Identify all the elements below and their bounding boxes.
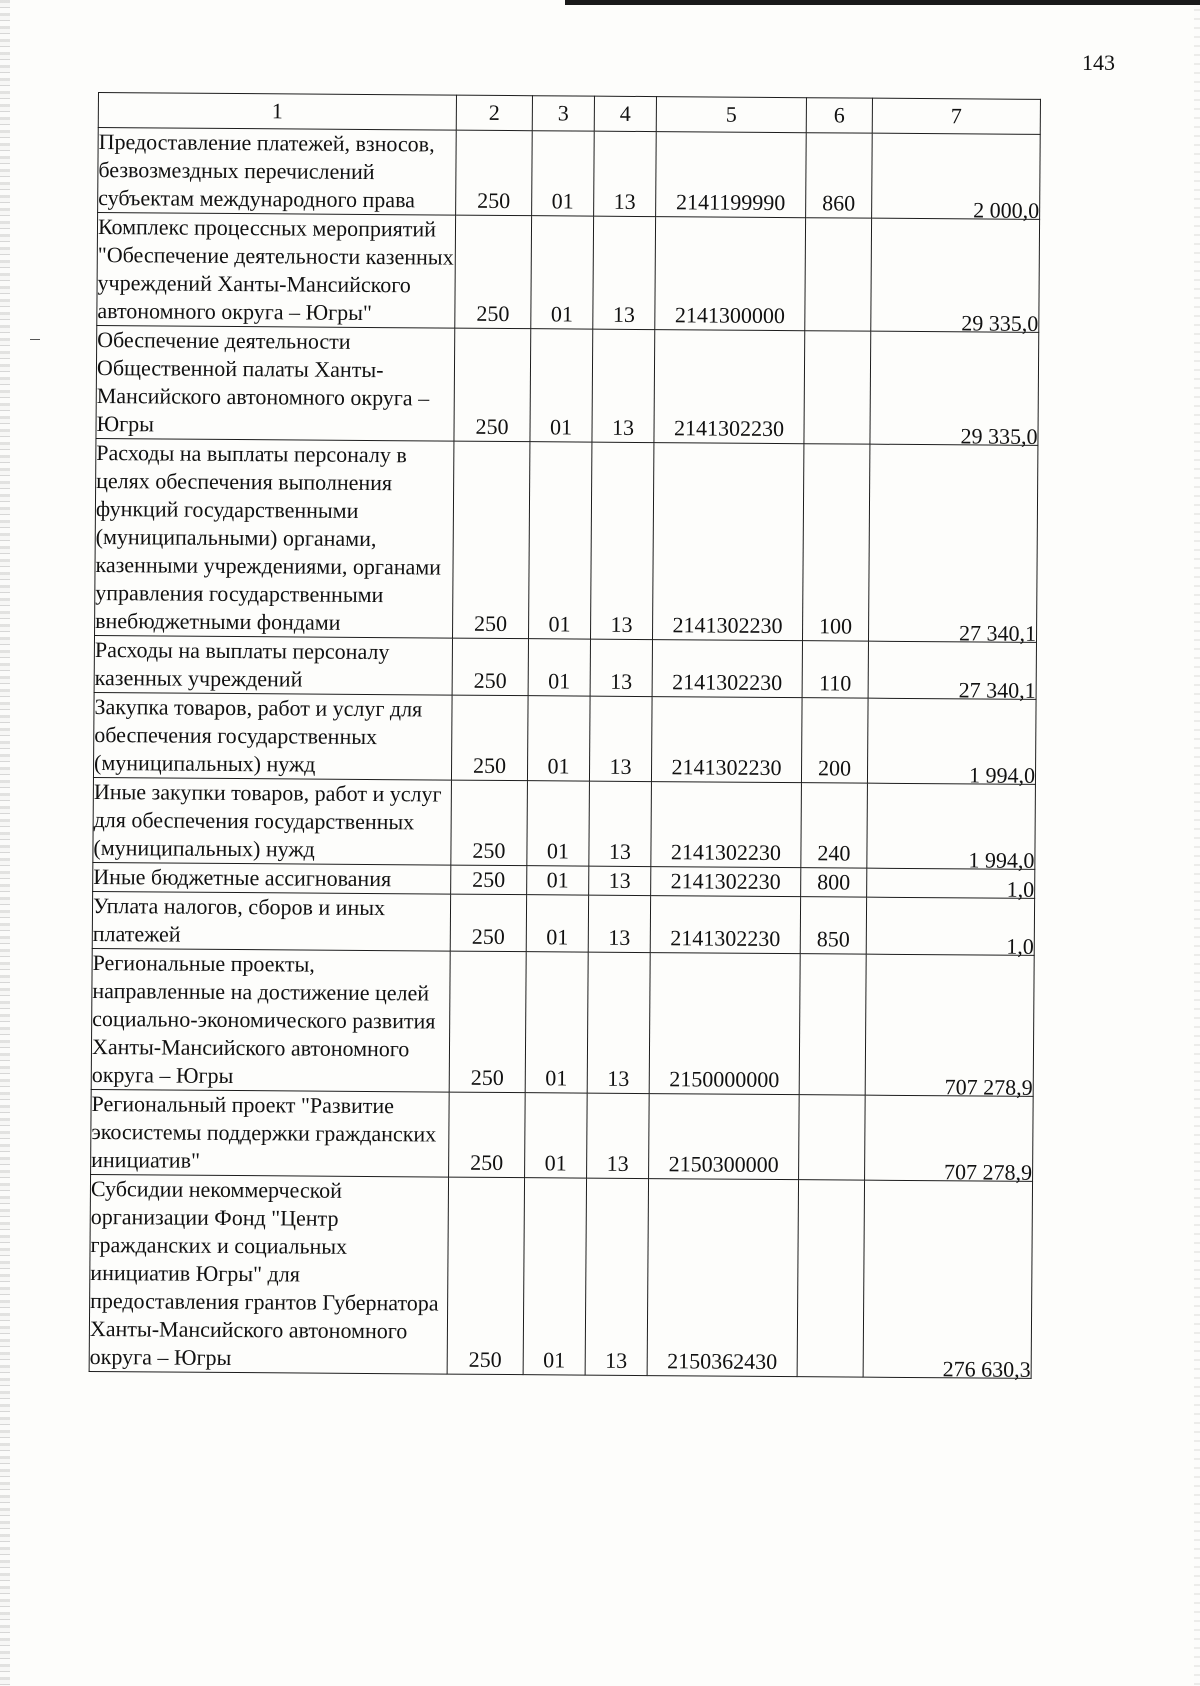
page-number: 143: [1082, 50, 1115, 75]
row-name: Предоставление платежей, взносов, безвозмездных перечислений субъектам международного права: [98, 128, 457, 216]
row-admin-code: 250: [453, 441, 530, 639]
table-row: [97, 213, 1040, 333]
row-amount: 707 278,9: [865, 1101, 1034, 1187]
row-subsection: 13: [587, 952, 650, 1093]
row-section: 01: [527, 696, 590, 781]
row-subsection: 13: [589, 866, 651, 895]
row-admin-code: 250: [455, 215, 532, 329]
table-row: [93, 777, 1036, 869]
row-section: 01: [532, 131, 595, 216]
row-subsection: 13: [589, 781, 652, 866]
row-section: 01: [529, 442, 592, 639]
row-name: Закупка товаров, работ и услуг для обеспечения государственных (муниципальных) нужд: [93, 692, 452, 780]
row-subsection: 13: [594, 131, 657, 216]
row-subsection: 13: [588, 895, 650, 952]
row-target-code: 2141302230: [652, 640, 802, 698]
row-section: 01: [528, 639, 590, 696]
row-subsection: 13: [592, 329, 655, 442]
row-target-code: 2150362430: [647, 1179, 798, 1377]
row-name: Расходы на выплаты персоналу в целях обеспечения выполнения функций государственными (муниципальными) органами, казенными учреждениями, органами управления государственными внебюджетными фондами: [95, 438, 454, 638]
row-amount: 276 630,3: [863, 1186, 1032, 1384]
scan-left-edge: [0, 0, 10, 1686]
row-expense-type: 100: [802, 444, 869, 641]
row-amount: 1 994,0: [867, 704, 1036, 790]
row-expense-type: [797, 1180, 864, 1377]
table-row: [98, 128, 1041, 220]
row-subsection: 13: [593, 216, 656, 329]
row-expense-type: 850: [800, 897, 866, 954]
header-cell-7: 7: [872, 98, 1040, 134]
row-section: 01: [527, 866, 589, 895]
row-target-code: 2141199990: [656, 132, 807, 218]
table-row: [91, 948, 1034, 1096]
row-target-code: 2141302230: [654, 330, 805, 444]
row-amount: 27 340,1: [868, 450, 1037, 648]
row-amount: 1,0: [867, 874, 1035, 904]
row-expense-type: [799, 954, 866, 1095]
row-target-code: 2150300000: [649, 1094, 800, 1180]
header-cell-6: 6: [806, 98, 872, 133]
row-admin-code: 250: [451, 780, 528, 866]
row-name: Иные закупки товаров, работ и услуг для обеспечения государственных (муниципальных) нужд: [93, 777, 452, 865]
row-admin-code: 250: [454, 328, 531, 442]
row-name: Комплекс процессных мероприятий "Обеспечение деятельности казенных учреждений Ханты-Мансийского автономного округа – Югры": [97, 213, 456, 329]
row-admin-code: 250: [451, 865, 527, 895]
row-section: 01: [531, 216, 594, 329]
row-subsection: 13: [591, 442, 654, 639]
row-admin-code: 250: [449, 951, 526, 1093]
row-subsection: 13: [587, 1093, 650, 1178]
table-row: [95, 438, 1038, 642]
row-expense-type: 860: [806, 133, 873, 218]
row-name: Иные бюджетные ассигнования: [93, 862, 451, 894]
header-cell-4: 4: [594, 96, 656, 131]
budget-table: [89, 92, 1041, 1382]
row-target-code: 2141302230: [650, 896, 800, 954]
row-name: Субсидии некоммерческой организации Фонд "Центр гражданских и социальных инициатив Югры" для предоставления грантов Губернатора Ханты-Мансийского автономного округа – Югры: [89, 1174, 448, 1374]
row-amount: 27 340,1: [868, 647, 1036, 705]
row-amount: 2 000,0: [872, 139, 1041, 225]
row-section: 01: [527, 781, 590, 866]
table-row: [89, 1174, 1032, 1378]
row-section: 01: [525, 952, 588, 1093]
row-subsection: 13: [590, 639, 652, 696]
row-admin-code: 250: [456, 130, 533, 216]
table-row: [91, 1089, 1034, 1181]
table-row: [93, 692, 1036, 784]
row-name: Региональный проект "Развитие экосистемы поддержки гражданских инициатив": [91, 1089, 450, 1177]
row-target-code: 2141302230: [651, 867, 801, 897]
row-target-code: 2150000000: [649, 953, 800, 1095]
row-name: Уплата налогов, сборов и иных платежей: [92, 891, 450, 951]
row-expense-type: 800: [801, 868, 867, 897]
row-expense-type: 110: [802, 641, 868, 698]
row-admin-code: 250: [450, 894, 526, 952]
row-section: 01: [525, 1093, 588, 1178]
header-cell-2: 2: [456, 95, 532, 131]
row-expense-type: 200: [801, 698, 868, 783]
row-amount: 707 278,9: [865, 960, 1034, 1102]
table-row: [96, 325, 1039, 445]
header-cell-3: 3: [532, 96, 594, 131]
row-expense-type: [804, 331, 871, 444]
row-name: Расходы на выплаты персоналу казенных учреждений: [94, 635, 452, 695]
row-amount: 29 335,0: [870, 337, 1039, 451]
header-cell-5: 5: [656, 97, 806, 133]
row-target-code: 2141302230: [651, 782, 802, 868]
row-expense-type: [805, 218, 872, 331]
row-target-code: 2141300000: [655, 217, 806, 331]
row-section: 01: [530, 329, 593, 442]
header-cell-1: 1: [98, 93, 456, 131]
row-admin-code: 250: [452, 638, 528, 696]
row-section: 01: [523, 1178, 586, 1375]
row-expense-type: [799, 1095, 866, 1180]
row-admin-code: 250: [447, 1177, 524, 1375]
scan-right-edge: [1194, 0, 1200, 1686]
row-amount: 1 994,0: [867, 789, 1036, 875]
row-amount: 29 335,0: [871, 224, 1040, 338]
row-subsection: 13: [589, 696, 652, 781]
row-admin-code: 250: [451, 695, 528, 781]
row-target-code: 2141302230: [651, 697, 802, 783]
row-amount: 1,0: [866, 903, 1034, 961]
row-section: 01: [526, 895, 588, 952]
row-name: Обеспечение деятельности Общественной палаты Ханты-Мансийского автономного округа – Югры: [96, 325, 455, 441]
scan-mark: [30, 339, 40, 340]
row-expense-type: 240: [801, 783, 868, 868]
row-subsection: 13: [585, 1178, 648, 1375]
row-name: Региональные проекты, направленные на достижение целей социально-экономического развития Ханты-Мансийского автономного округа – Югры: [91, 948, 450, 1092]
row-admin-code: 250: [449, 1092, 526, 1178]
scan-top-line: [565, 0, 1200, 5]
row-target-code: 2141302230: [653, 443, 804, 641]
